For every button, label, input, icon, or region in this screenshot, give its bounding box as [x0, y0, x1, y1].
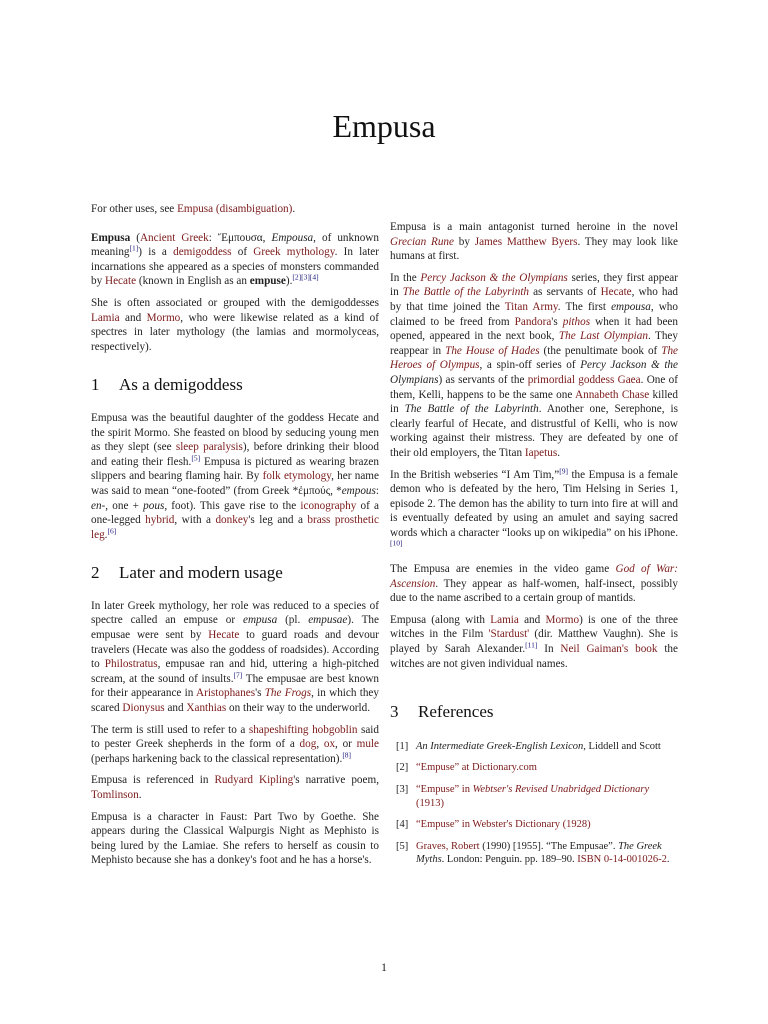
ancient-greek-link[interactable]: Ancient Greek: [139, 231, 209, 244]
dionysus-link[interactable]: Dionysus: [122, 702, 165, 715]
donkey-link[interactable]: donkey: [215, 514, 249, 527]
disambiguation-link[interactable]: Empusa (disambiguation): [177, 203, 293, 215]
left-column: [91, 202, 379, 875]
usage-paragraph-stardust: Empusa (along with Lamia and Mormo) is one of the three witches in the Film 'Stardust' (dir. Matthew Vaughn). She is played by Sarah Alexander.[11] In Neil Gaiman's book the witches are not given individual names.: [390, 613, 679, 670]
robert-graves-link[interactable]: Graves, Robert: [416, 840, 480, 852]
ref-5[interactable]: [5]: [191, 452, 201, 462]
section-heading-demigoddess: 1 As a demigoddess: [91, 375, 243, 395]
iconography-link[interactable]: iconography: [300, 499, 357, 512]
demigoddess-paragraph: Empusa was the beautiful daughter of the goddess Hecate and the spirit Mormo. She feasted on blood by seducing young men as they slept (see sleep paralysis), before drinking their blood and eating their flesh.[5] Empusa is pictured as wearing brazen slippers and bearing flaming hair. By folk etymology, her name was said to mean “one-footed” (from Greek *ἐμπούς, *empous: en-, one + pous, foot). This gave rise to the iconography of a one-legged hybrid, with a donkey's leg and a brass prosthetic leg.[6]: [91, 411, 379, 541]
intro-paragraph: Empusa (Ancient Greek: Ἔμπουσα, Empousa, of unknown meaning[1]) is a demigoddess of Greek mythology. In later incarnations she appeared as a species of monsters commanded by Hecate (known in English as an empuse).[2][3][4]: [91, 231, 379, 288]
later-usage-paragraph-4: Empusa is a character in Faust: Part Two by Goethe. She appears during the Classical Walpurgis Night as Mephisto is being lured by the Lamiae. She refers to herself as cousin to Mephisto because she has a donkey's foot and he has a horse's.: [91, 810, 379, 867]
mule-link[interactable]: mule: [356, 738, 380, 751]
mormo-link-2[interactable]: Mormo: [545, 613, 580, 626]
right-column: [390, 202, 678, 875]
hecate-link-3[interactable]: Hecate: [600, 286, 632, 299]
dictionary-com-link[interactable]: “Empuse” at Dictionary.com: [416, 762, 537, 774]
section-heading-references: 3 References: [390, 702, 494, 722]
usage-paragraph-grecian-rune: Empusa is a main antagonist turned heroine in the novel Grecian Rune by James Matthew Byers. They may look like humans at first.: [390, 221, 679, 263]
gaea-link[interactable]: primordial goddess Gaea: [527, 373, 641, 386]
ref-2-3-4[interactable]: [2][3][4]: [292, 272, 319, 282]
hecate-link[interactable]: Hecate: [104, 275, 137, 288]
hobgoblin-link[interactable]: hobgoblin: [312, 723, 358, 736]
brass-prosthetic-leg-link[interactable]: brass prosthetic leg: [91, 514, 379, 541]
iapetus-link[interactable]: Iapetus: [524, 446, 558, 459]
dog-link[interactable]: dog: [299, 738, 317, 751]
reference-item: [5] Graves, Robert (1990) [1955]. “The Empusae”. The Greek Myths. London: Penguin. pp. 189–90. ISBN 0-14-001026-2.: [396, 840, 670, 866]
house-of-hades-link[interactable]: The House of Hades: [445, 344, 540, 357]
pithos-link[interactable]: pithos: [562, 315, 591, 328]
isbn-link[interactable]: ISBN 0-14-001026-2: [577, 854, 667, 866]
reference-item: [3] “Empuse” in Webtser's Revised Unabridged Dictionary (1913): [396, 784, 650, 809]
later-usage-paragraph-1: In later Greek mythology, her role was reduced to a species of spectre called an empuse or empusa (pl. empusae). The empusae were sent by Hecate to guard roads and devour travelers (Hecate was also the goddess of roadsides). According to Philostratus, empusae ran and hid, uttering a high-pitched scream, at the sound of insults.[7] The empusae are best known for their appearance in Aristophanes's The Frogs, in which they scared Dionysus and Xanthias on their way to the underworld.: [91, 599, 380, 715]
ref-11[interactable]: [11]: [525, 640, 538, 650]
ox-link[interactable]: ox: [323, 738, 336, 751]
tomlinson-link[interactable]: Tomlinson: [91, 789, 139, 801]
god-of-war-link[interactable]: God of War: Ascension: [390, 563, 679, 590]
reference-item: [4] “Empuse” in Webster's Dictionary (1928): [396, 819, 591, 831]
ref-7[interactable]: [7]: [233, 670, 243, 680]
aristophanes-link[interactable]: Aristophanes: [196, 687, 256, 700]
ref-6[interactable]: [6]: [107, 525, 117, 535]
stardust-link[interactable]: 'Stardust': [488, 628, 530, 641]
lamia-link-2[interactable]: Lamia: [490, 613, 519, 626]
section-heading-later-usage: 2 Later and modern usage: [91, 563, 283, 583]
page-title: Empusa: [332, 108, 436, 144]
annabeth-chase-link[interactable]: Annabeth Chase: [575, 388, 650, 401]
page-number: 1: [381, 960, 387, 974]
pandora-link[interactable]: Pandora: [514, 315, 552, 328]
webster-1928-link[interactable]: “Empuse” in Webster's Dictionary (1928): [416, 819, 591, 831]
later-usage-paragraph-2: The term is still used to refer to a shapeshifting hobgoblin said to pester Greek shepherds in the form of a dog, ox, or mule (perhaps harkening back to the classical representation).[8]: [91, 723, 380, 765]
reference-item: [1] An Intermediate Greek-English Lexicon, Liddell and Scott: [396, 740, 661, 752]
hatnote: For other uses, see Empusa (disambiguation).: [91, 203, 296, 215]
folk-etymology-link[interactable]: folk etymology: [262, 470, 332, 483]
usage-paragraph-god-of-war: The Empusa are enemies in the video game God of War: Ascension. They appear as half-women, half-insect, possibly due to the name ascribed to a certain group of mantids.: [390, 563, 679, 605]
hybrid-link[interactable]: hybrid: [145, 514, 175, 527]
ref-1[interactable]: [1]: [129, 243, 139, 253]
ref-8[interactable]: [8]: [342, 750, 352, 760]
usage-paragraph-i-am-tim: In the British webseries “I Am Tim,”[9] the Empusa is a female demon who is defeated by the hero, Tim Helsing in Series 1, episode 2. The demon has the ability to turn into fire at will and is eventually defeated by using an amulet and saying sacred words which a character “looks up on wikipedia” on his iPhone.[10]: [390, 465, 678, 548]
greek-mythology-link[interactable]: Greek mythology: [253, 246, 335, 259]
references-list: [390, 740, 678, 867]
xanthias-link[interactable]: Xanthias: [186, 702, 227, 715]
webster-1913-link[interactable]: “Empuse” in Webtser's Revised Unabridged Dictionary (1913): [416, 784, 650, 809]
grecian-rune-link[interactable]: Grecian Rune: [390, 235, 454, 248]
reference-item: [2] “Empuse” at Dictionary.com: [396, 762, 537, 774]
the-frogs-link[interactable]: The Frogs: [264, 687, 312, 700]
demigoddess-link[interactable]: demigoddess: [173, 246, 232, 259]
ref-9[interactable]: [9]: [559, 465, 568, 475]
byers-link[interactable]: James Matthew Byers: [474, 235, 578, 248]
shapeshifting-link[interactable]: shapeshifting: [248, 723, 309, 736]
hecate-link-2[interactable]: Hecate: [208, 629, 240, 642]
sleep-paralysis-link[interactable]: sleep paralysis: [175, 441, 243, 454]
lamia-link[interactable]: Lamia: [91, 311, 120, 324]
later-usage-paragraph-3: Empusa is referenced in Rudyard Kipling's narrative poem, Tomlinson.: [91, 774, 379, 801]
mormo-link[interactable]: Mormo: [146, 311, 181, 324]
titan-army-link[interactable]: Titan Army: [504, 300, 558, 313]
last-olympian-link[interactable]: The Last Olympian: [558, 330, 648, 343]
intro-paragraph-2: She is often associated or grouped with the demigoddesses Lamia and Mormo, who were likewise related as a kind of spectres in later mythology (the lamias and mormolyceas, respectively).: [91, 296, 379, 353]
neil-gaiman-book-link[interactable]: Neil Gaiman's book: [560, 643, 658, 656]
philostratus-link[interactable]: Philostratus: [104, 658, 158, 671]
percy-jackson-link[interactable]: Percy Jackson & the Olympians: [420, 271, 568, 284]
usage-paragraph-percy-jackson: In the Percy Jackson & the Olympians series, they first appear in The Battle of the Labyrinth as servants of Hecate, who had by that time joined the Titan Army. The first empousa, who claimed to be freed from Pandora's pithos when it had been opened, appeared in the next book, The Last Olympian. They reappear in The House of Hades (the penultimate book of The Heroes of Olympus, a spin-off series of Percy Jackson & the Olympians) as servants of the primordial goddess Gaea. One of them, Kelli, happens to be the same one Annabeth Chase killed in The Battle of the Labyrinth. Another one, Serephone, is clearly fearful of Hecate, and distrustful of Kelli, who is now working against their mistress. They are defeated by one of their old employers, the Titan Iapetus.: [390, 271, 679, 459]
kipling-link[interactable]: Rudyard Kipling: [214, 774, 294, 787]
battle-of-labyrinth-link[interactable]: The Battle of the Labyrinth: [402, 286, 530, 299]
ref-10[interactable]: [10]: [390, 538, 403, 548]
heroes-of-olympus-link[interactable]: The Heroes of Olympus: [390, 344, 679, 372]
